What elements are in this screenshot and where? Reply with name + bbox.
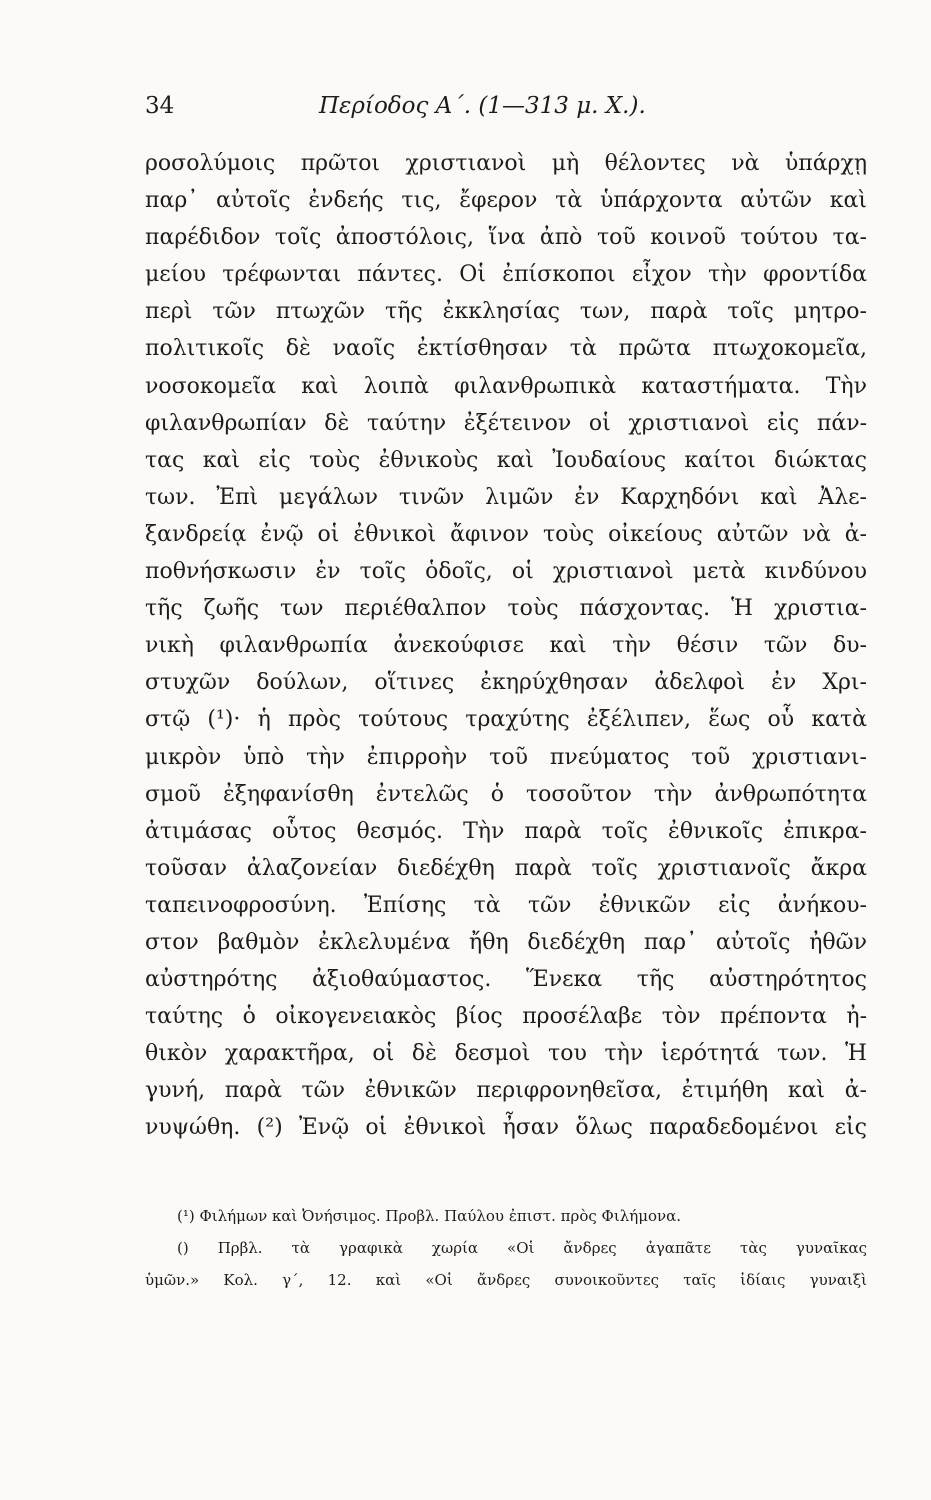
footnote-2-continued: ὑμῶν.» Κολ. γ΄, 12. καὶ «Οἱ ἄνδρες συνοικοῦντες ταῖς ἰδίαις γυναιξὶ: [145, 1271, 867, 1289]
text-line: νικὴ φιλανθρωπία ἀνεκούφισε καὶ τὴν θέσιν τῶν δυ-: [145, 633, 867, 659]
text-line: τας καὶ εἰς τοὺς ἐθνικοὺς καὶ Ἰουδαίους καίτοι διώκτας: [145, 447, 867, 473]
text-line: παρέδιδον τοῖς ἀποστόλοις, ἵνα ἀπὸ τοῦ κοινοῦ τούτου τα-: [145, 225, 867, 251]
text-line: ξανδρείᾳ ἐνῷ οἱ ἐθνικοὶ ἄφινον τοὺς οἰκείους αὐτῶν νὰ ἀ-: [145, 521, 867, 547]
text-line: αὐστηρότης ἀξιοθαύμαστος. Ἕνεκα τῆς αὐστηρότητος: [145, 967, 867, 993]
text-line: των. Ἐπὶ μεγάλων τινῶν λιμῶν ἐν Καρχηδόνι καὶ Ἀλε-: [145, 484, 867, 510]
text-line: μείου τρέφωνται πάντες. Οἱ ἐπίσκοποι εἶχον τὴν φροντίδα: [145, 262, 867, 288]
text-line: περὶ τῶν πτωχῶν τῆς ἐκκλησίας των, παρὰ τοῖς μητρο-: [145, 299, 867, 325]
footnotes: [145, 1200, 867, 1296]
text-line: τοῦσαν ἀλαζονείαν διεδέχθη παρὰ τοῖς χριστιανοῖς ἄκρα: [145, 855, 867, 881]
page-number: 34: [145, 93, 175, 119]
text-line: πολιτικοῖς δὲ ναοῖς ἐκτίσθησαν τὰ πρῶτα πτωχοκομεῖα,: [145, 336, 867, 362]
text-line: στῷ (¹)· ἡ πρὸς τούτους τραχύτης ἐξέλιπεν, ἕως οὗ κατὰ: [145, 707, 867, 733]
text-line: τῆς ζωῆς των περιέθαλπον τοὺς πάσχοντας. Ἡ χριστια-: [145, 596, 867, 622]
text-line: μικρὸν ὑπὸ τὴν ἐπιρροὴν τοῦ πνεύματος τοῦ χριστιανι-: [145, 744, 867, 770]
text-line: στον βαθμὸν ἐκλελυμένα ἤθη διεδέχθη παρ᾿ αὐτοῖς ἠθῶν: [145, 929, 867, 955]
text-line: ἀτιμάσας οὗτος θεσμός. Τὴν παρὰ τοῖς ἐθνικοῖς ἐπικρα-: [145, 818, 867, 844]
text-line: θικὸν χαρακτῆρα, οἱ δὲ δεσμοὶ του τὴν ἱερότητά των. Ἡ: [145, 1041, 867, 1067]
text-line: παρ᾿ αὐτοῖς ἐνδεής τις, ἔφερον τὰ ὑπάρχοντα αὐτῶν καὶ: [145, 188, 867, 214]
body-text: [145, 145, 867, 1147]
running-title: Περίοδος Α΄. (1—313 μ. Χ.).: [319, 93, 646, 119]
text-line: ποθνήσκωσιν ἐν τοῖς ὁδοῖς, οἱ χριστιανοὶ μετὰ κινδύνου: [145, 559, 867, 585]
footnote-2: () Πρβλ. τὰ γραφικὰ χωρία «Οἱ ἄνδρες ἀγαπᾶτε τὰς γυναῖκας: [177, 1239, 867, 1257]
text-line: ροσολύμοις πρῶτοι χριστιανοὶ μὴ θέλοντες νὰ ὑπάρχῃ: [145, 151, 867, 176]
running-header: [145, 93, 865, 127]
text-line: σμοῦ ἐξηφανίσθη ἐντελῶς ὁ τοσοῦτον τὴν ἀνθρωπότητα: [145, 781, 867, 807]
text-line: ταύτης ὁ οἰκογενειακὸς βίος προσέλαβε τὸν πρέποντα ἠ-: [145, 1004, 867, 1030]
text-line: ταπεινοφροσύνη. Ἐπίσης τὰ τῶν ἐθνικῶν εἰς ἀνήκου-: [145, 892, 867, 918]
footnote-1: (¹) Φιλήμων καὶ Ὀνήσιμος. Προβλ. Παύλου ἐπιστ. πρὸς Φιλήμονα.: [177, 1207, 682, 1225]
text-line: στυχῶν δούλων, οἵτινες ἐκηρύχθησαν ἀδελφοὶ ἐν Χρι-: [145, 670, 867, 696]
text-line: γυνή, παρὰ τῶν ἐθνικῶν περιφρονηθεῖσα, ἐτιμήθη καὶ ἀ-: [145, 1078, 867, 1104]
text-line: φιλανθρωπίαν δὲ ταύτην ἐξέτεινον οἱ χριστιανοὶ εἰς πάν-: [145, 410, 867, 436]
text-line: νοσοκομεῖα καὶ λοιπὰ φιλανθρωπικὰ καταστήματα. Τὴν: [145, 373, 867, 399]
text-line: νυψώθη. (²) Ἐνῷ οἱ ἐθνικοὶ ἦσαν ὅλως παραδεδομένοι εἰς: [145, 1115, 867, 1141]
